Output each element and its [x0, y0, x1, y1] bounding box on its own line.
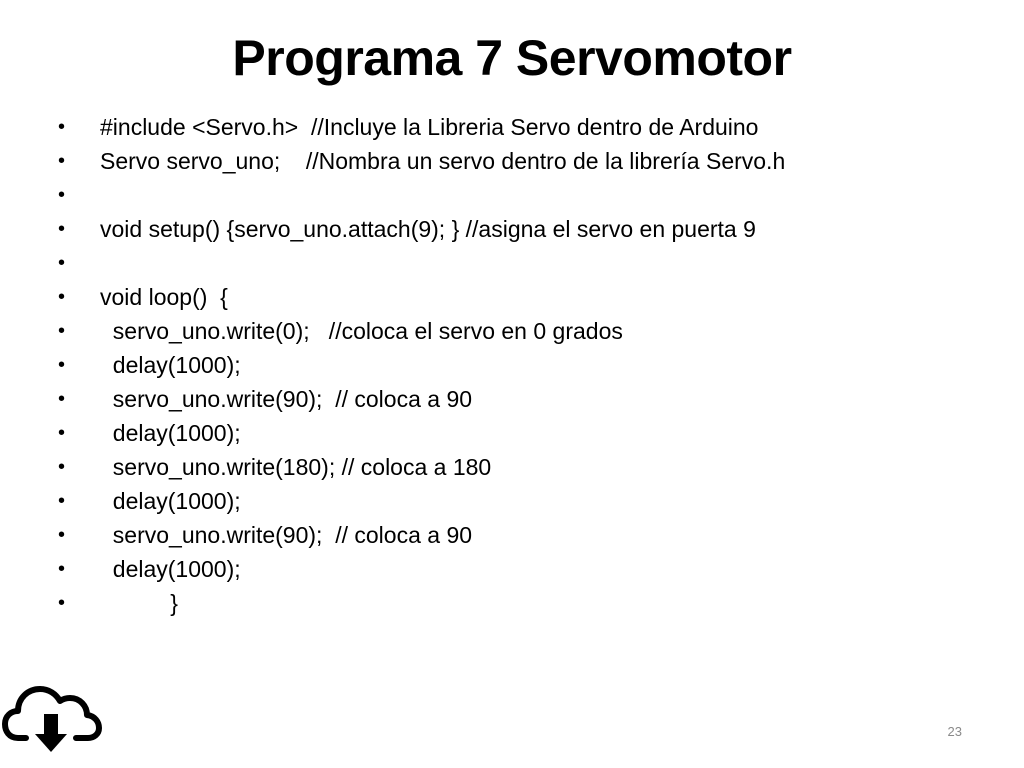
bullet-dot: •: [58, 592, 66, 614]
bullet-text: servo_uno.write(90); // coloca a 90: [100, 522, 473, 548]
bullet-dot: •: [58, 184, 66, 206]
bullet-dot: •: [58, 388, 66, 410]
bullet-text: void loop() {: [100, 284, 228, 310]
bullet-text: servo_uno.write(180); // coloca a 180: [100, 454, 492, 480]
page-number: 23: [947, 724, 962, 739]
bullet-text: }: [100, 590, 178, 616]
bullet-dot: •: [58, 456, 66, 478]
bullet-dot: •: [58, 320, 66, 342]
bullet-text: servo_uno.write(90); // coloca a 90: [100, 386, 473, 412]
bullet-dot: •: [58, 116, 66, 138]
slide-title: Programa 7 Servomotor: [232, 30, 792, 86]
bullet-text: delay(1000);: [100, 488, 241, 514]
bullet-dot: •: [58, 252, 66, 274]
bullet-dot: •: [58, 218, 66, 240]
bullet-dot: •: [58, 150, 66, 172]
bullet-text: void setup() {servo_uno.attach(9); } //asigna el servo en puerta 9: [100, 216, 756, 242]
cloud-download-icon[interactable]: [2, 676, 102, 756]
bullet-text: delay(1000);: [100, 556, 241, 582]
bullet-text: Servo servo_uno; //Nombra un servo dentro de la librería Servo.h: [100, 148, 786, 174]
bullet-dot: •: [58, 558, 66, 580]
bullet-dot: •: [58, 490, 66, 512]
bullet-dot: •: [58, 524, 66, 546]
bullet-text: servo_uno.write(0); //coloca el servo en 0 grados: [100, 318, 623, 344]
bullet-text: delay(1000);: [100, 420, 241, 446]
bullet-text: #include <Servo.h> //Incluye la Libreria Servo dentro de Arduino: [100, 114, 759, 140]
bullet-dot: •: [58, 286, 66, 308]
bullet-text: delay(1000);: [100, 352, 241, 378]
bullet-dot: •: [58, 422, 66, 444]
bullet-dot: •: [58, 354, 66, 376]
